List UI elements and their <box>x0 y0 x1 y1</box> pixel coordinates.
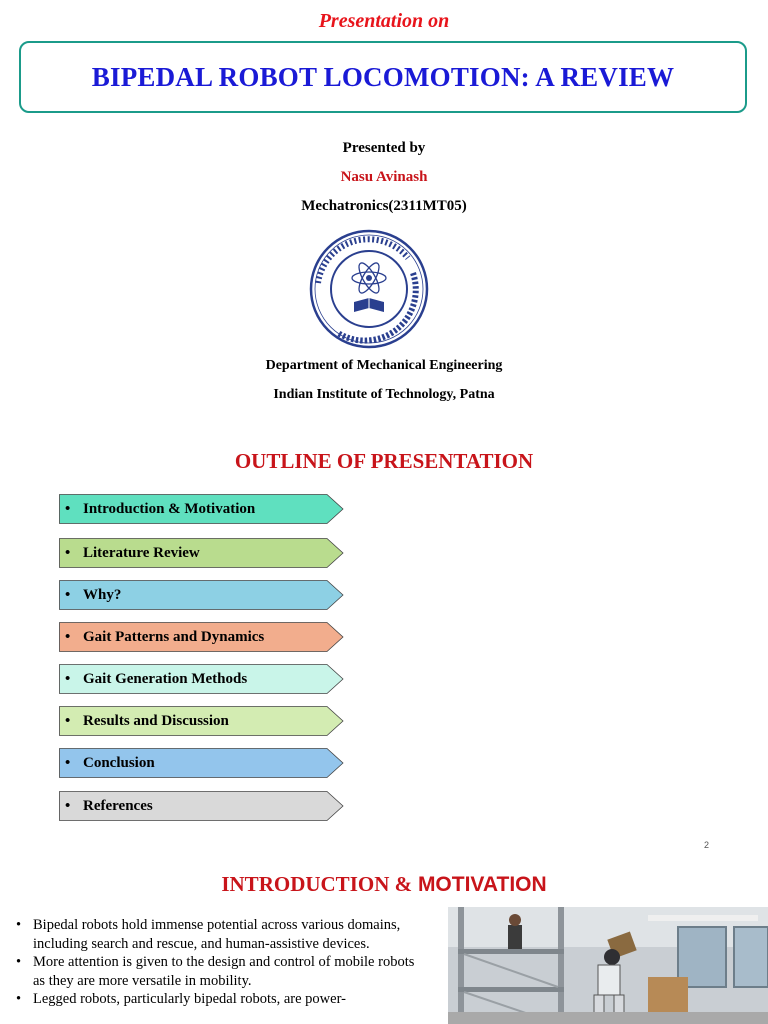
institute-name: Indian Institute of Technology, Patna <box>273 387 495 402</box>
presentation-title: BIPEDAL ROBOT LOCOMOTION: A REVIEW <box>91 61 675 92</box>
program-code: Mechatronics(2311MT05) <box>301 198 467 214</box>
outline-item-conclusion: • Conclusion <box>59 748 344 778</box>
presenter-name: Nasu Avinash <box>340 169 428 185</box>
page-number: 2 <box>704 840 710 850</box>
humanoid-robot-photo <box>448 907 768 1024</box>
outline-item-why: • Why? <box>59 580 344 610</box>
bullet-text: More attention is given to the design and control of mobile robots as they are more versatile in mobility. <box>33 954 415 989</box>
title-box <box>19 41 747 113</box>
outline-item-label: Results and Discussion <box>83 713 229 729</box>
iit-patna-logo-icon <box>308 228 430 350</box>
outline-item-label: Literature Review <box>83 545 200 561</box>
outline-item-label: Why? <box>83 587 122 603</box>
intro-title-part2: MOTIVATION <box>412 873 547 896</box>
outline-item-results: • Results and Discussion <box>59 706 344 736</box>
outline-item-label: Conclusion <box>83 755 155 771</box>
outline-item-introduction: • Introduction & Motivation <box>59 494 344 524</box>
list-item: • Legged robots, particularly bipedal robots, are power- <box>16 991 346 1007</box>
intro-title-part1: INTRODUCTION & <box>221 872 413 896</box>
intro-section-title <box>0 872 768 897</box>
outline-item-label: References <box>83 798 153 814</box>
presented-by-label: Presented by <box>342 140 426 156</box>
kicker-text: Presentation on <box>318 10 450 32</box>
outline-item-label: Introduction & Motivation <box>83 501 256 517</box>
outline-item-gait-patterns: • Gait Patterns and Dynamics <box>59 622 344 652</box>
outline-item-label: Gait Patterns and Dynamics <box>83 629 265 645</box>
outline-title: OUTLINE OF PRESENTATION <box>234 449 534 473</box>
outline-item-gait-generation: • Gait Generation Methods <box>59 664 344 694</box>
outline-item-label: Gait Generation Methods <box>83 671 248 687</box>
intro-bullet-list <box>16 916 426 1009</box>
bullet-text: Legged robots, particularly bipedal robots, are power- <box>33 991 346 1007</box>
department-name: Department of Mechanical Engineering <box>265 358 503 373</box>
list-item: • More attention is given to the design and control of mobile robots as they are more versatile in mobility. <box>16 954 415 989</box>
list-item: • Bipedal robots hold immense potential across various domains, including search and rescue, and human-assistive devices. <box>16 917 401 952</box>
outline-item-references: • References <box>59 791 344 821</box>
outline-item-literature-review: • Literature Review <box>59 538 344 568</box>
bullet-text: Bipedal robots hold immense potential across various domains, including search and rescue, and human-assistive devices. <box>33 917 401 952</box>
